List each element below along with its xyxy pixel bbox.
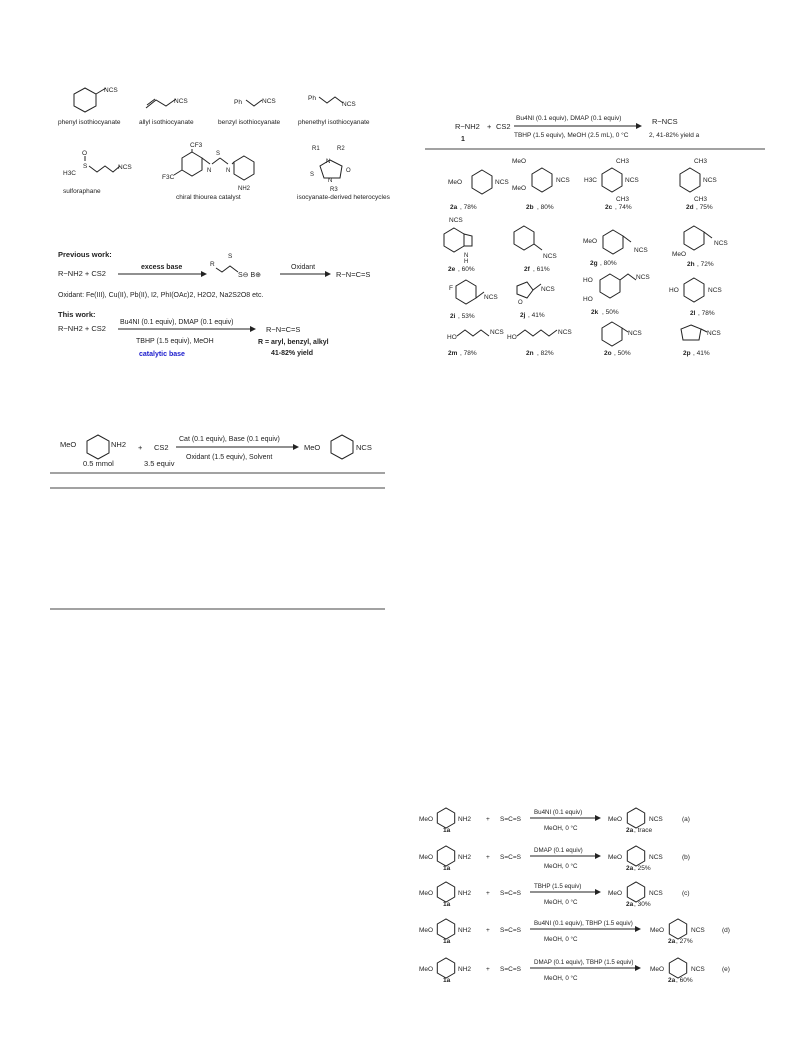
- experiment-tag: (d): [722, 927, 730, 934]
- product-ring: [627, 882, 644, 902]
- plus-sign: +: [486, 816, 490, 823]
- compound-1-label: 1: [461, 136, 465, 143]
- compound-2m: [447, 329, 504, 357]
- product-ring: [627, 846, 644, 866]
- h-label: H: [464, 259, 469, 265]
- label-benzyl-isothiocyanate: benzyl isothiocyanate: [218, 119, 281, 126]
- compound-yield: , 41%: [693, 350, 710, 357]
- this-cond-top: Bu4NI (0.1 equiv), DMAP (0.1 equiv): [120, 319, 234, 326]
- experiment-tag: (b): [682, 854, 690, 861]
- plus-sign: +: [486, 966, 490, 973]
- compound-id: 2h: [687, 261, 695, 268]
- this-scope: R = aryl, benzyl, alkyl: [258, 339, 329, 346]
- plus-sign: +: [138, 443, 143, 452]
- compound-2h: [672, 226, 728, 268]
- meo-label: MeO: [583, 238, 598, 245]
- s-label: S: [310, 172, 315, 178]
- meo-label: MeO: [608, 854, 623, 861]
- ncs-label: NCS: [262, 98, 276, 105]
- ncs-label: NCS: [174, 98, 188, 105]
- cs2-label: CS2: [154, 443, 169, 452]
- nh2-label: NH2: [458, 966, 472, 973]
- condition-top: Bu4NI (0.1 equiv): [534, 809, 583, 816]
- condition-bottom: MeOH, 0 °C: [544, 975, 578, 982]
- ch3-label: CH3: [694, 158, 708, 165]
- compound-id: 2e: [448, 266, 456, 273]
- dithiocarbamate-r: R: [210, 261, 215, 268]
- compound-id: 2m: [448, 350, 458, 357]
- ho-label: HO: [447, 334, 457, 341]
- n-label: N: [328, 178, 333, 184]
- meo-label: MeO: [512, 185, 527, 192]
- compound-yield: , 50%: [602, 309, 619, 316]
- condition-bottom: MeOH, 0 °C: [544, 899, 578, 906]
- label-allyl-isothiocyanate: allyl isothiocyanate: [139, 119, 194, 126]
- s-label: S: [216, 151, 221, 157]
- meo-label: MeO: [60, 440, 77, 449]
- natural-isothiocyanates-panel: [58, 87, 391, 201]
- compound-2o: [602, 322, 642, 357]
- condition-top: DMAP (0.1 equiv): [534, 847, 583, 854]
- ho-label: HO: [583, 296, 593, 303]
- ncs-label: NCS: [556, 177, 570, 184]
- allyl-isothiocyanate-structure: [139, 98, 194, 126]
- compound-2b: [512, 158, 570, 211]
- scope-product-yield: 2, 41-82% yield a: [649, 132, 700, 139]
- optimization-scheme: [50, 435, 385, 609]
- meo-label: MeO: [419, 966, 434, 973]
- f-label: F: [449, 285, 453, 292]
- ncs-label: NCS: [636, 274, 650, 281]
- ncs-label: NCS: [342, 101, 356, 108]
- aniline-ring: [437, 919, 454, 939]
- nh2-label: NH2: [238, 186, 251, 192]
- plus-sign: +: [487, 122, 492, 131]
- label-heterocycles: isocyanate-derived heterocycles: [297, 194, 390, 201]
- compound-yield: , 80%: [537, 204, 554, 211]
- product-yield: , 60%: [676, 977, 693, 984]
- this-work-title: This work:: [58, 310, 96, 319]
- nh2-label: NH2: [111, 440, 127, 449]
- product-id: 2a: [626, 901, 634, 908]
- h3c-label: H3C: [63, 170, 77, 177]
- meo-label: MeO: [672, 251, 687, 258]
- ch3-label: CH3: [694, 196, 708, 203]
- product-yield: , 30%: [634, 901, 651, 908]
- compound-yield: , 41%: [528, 312, 545, 319]
- chiral-thiourea-structure: [162, 142, 254, 201]
- ncs-label: NCS: [541, 286, 555, 293]
- meo-label: MeO: [419, 854, 434, 861]
- cs2-label: S=C=S: [500, 854, 521, 861]
- label-chiral-thiourea: chiral thiourea catalyst: [176, 194, 241, 201]
- scope-reagent: R−NH2: [455, 122, 480, 131]
- o-label: O: [82, 150, 88, 157]
- phenethyl-isothiocyanate-structure: [298, 95, 370, 126]
- substrate-scope-scheme: [425, 115, 765, 149]
- product-ring: [627, 808, 644, 828]
- benzyl-isothiocyanate-structure: [218, 98, 281, 126]
- n-label: N: [326, 159, 331, 165]
- ncs-label: NCS: [691, 927, 705, 934]
- cf3-label: CF3: [190, 142, 203, 149]
- experiment-tag: (e): [722, 966, 730, 973]
- meo-label: MeO: [419, 927, 434, 934]
- prev-condition: excess base: [141, 264, 183, 271]
- compound-yield: , 50%: [614, 350, 631, 357]
- compound-id: 2f: [524, 266, 530, 273]
- amount-cs2: 3.5 equiv: [144, 459, 175, 468]
- sulforaphane-structure: [63, 150, 132, 195]
- catalytic-base-label: catalytic base: [139, 351, 185, 358]
- o-label: O: [346, 168, 351, 174]
- meo-label: MeO: [650, 966, 665, 973]
- ncs-label: NCS: [703, 177, 717, 184]
- ph-label: Ph: [308, 95, 316, 102]
- compound-yield: , 74%: [615, 204, 632, 211]
- opt-cond-top: Cat (0.1 equiv), Base (0.1 equiv): [179, 436, 280, 443]
- ch3-label: CH3: [616, 158, 630, 165]
- compound-yield: , 61%: [533, 266, 550, 273]
- compound-yield: , 78%: [698, 310, 715, 317]
- opt-cond-bottom: Oxidant (1.5 equiv), Solvent: [186, 454, 273, 461]
- this-reagents: R−NH2 + CS2: [58, 324, 106, 333]
- compound-yield: , 75%: [696, 204, 713, 211]
- r3-label: R3: [330, 187, 338, 193]
- compound-2i: [449, 280, 498, 320]
- ncs-label: NCS: [691, 966, 705, 973]
- condition-bottom: MeOH, 0 °C: [544, 825, 578, 832]
- s-label: S: [83, 163, 88, 170]
- compound-id: 2a: [450, 204, 458, 211]
- scope-product: R−NCS: [652, 117, 678, 126]
- experiment-tag: (a): [682, 816, 690, 823]
- compound-yield: , 53%: [458, 313, 475, 320]
- aniline-ring: [437, 846, 454, 866]
- compound-2g: [583, 230, 648, 267]
- ncs-label: NCS: [649, 816, 663, 823]
- aniline-ring: [437, 958, 454, 978]
- ncs-label: NCS: [495, 179, 509, 186]
- ho-label: HO: [669, 287, 679, 294]
- ncs-label: NCS: [449, 217, 463, 224]
- substrate-1a-label: 1a: [443, 977, 451, 984]
- compound-yield: , 78%: [460, 350, 477, 357]
- previous-work-scheme: [58, 250, 370, 299]
- ncs-label: NCS: [714, 240, 728, 247]
- nh2-label: NH2: [458, 890, 472, 897]
- compound-id: 2l: [690, 310, 696, 317]
- label-phenyl-isothiocyanate: phenyl isothiocyanate: [58, 119, 121, 126]
- ho-label: HO: [507, 334, 517, 341]
- compound-2k: [583, 274, 650, 316]
- ncs-label: NCS: [356, 443, 372, 452]
- compound-2f: [514, 226, 557, 273]
- r1-label: R1: [312, 146, 320, 152]
- compound-2d: [680, 158, 717, 211]
- meo-label: MeO: [448, 179, 463, 186]
- compound-id: 2n: [526, 350, 534, 357]
- compound-id: 2i: [450, 313, 456, 320]
- f3c-label: F3C: [162, 174, 175, 181]
- compound-yield: , 82%: [537, 350, 554, 357]
- meo-label: MeO: [304, 443, 321, 452]
- this-yield: 41-82% yield: [271, 350, 314, 357]
- cs2-label: S=C=S: [500, 927, 521, 934]
- product-yield: , 27%: [676, 938, 693, 945]
- ncs-label: NCS: [490, 329, 504, 336]
- dithiocarbamate-anion: S⊖ B⊕: [238, 272, 262, 279]
- ph-label: Ph: [234, 99, 242, 106]
- ncs-label: NCS: [484, 294, 498, 301]
- compound-id: 2b: [526, 204, 534, 211]
- product-id: 2a: [668, 977, 676, 984]
- condition-top: DMAP (0.1 equiv), TBHP (1.5 equiv): [534, 959, 634, 966]
- label-sulforaphane: sulforaphane: [63, 188, 101, 195]
- product-id: 2a: [668, 938, 676, 945]
- prev-oxidant-label: Oxidant: [291, 264, 316, 271]
- ncs-label: NCS: [649, 890, 663, 897]
- condition-top: Bu4NI (0.1 equiv), TBHP (1.5 equiv): [534, 920, 633, 927]
- condition-bottom: MeOH, 0 °C: [544, 863, 578, 870]
- ncs-label: NCS: [558, 329, 572, 336]
- label-phenethyl-isothiocyanate: phenethyl isothiocyanate: [298, 119, 370, 126]
- compound-id: 2d: [686, 204, 694, 211]
- s-label: S: [228, 253, 233, 260]
- condition-top: TBHP (1.5 equiv): [534, 883, 582, 890]
- meo-label: MeO: [419, 816, 434, 823]
- this-cond-bottom: TBHP (1.5 equiv), MeOH: [136, 338, 214, 345]
- scope-compound-grid: [444, 158, 728, 357]
- n-label: N: [226, 168, 231, 174]
- compound-yield: , 60%: [458, 266, 475, 273]
- ncs-label: NCS: [543, 253, 557, 260]
- substrate-1a-label: 1a: [443, 827, 451, 834]
- experiment-tag: (c): [682, 890, 690, 897]
- compound-2l: [669, 278, 722, 317]
- plus-sign: +: [486, 854, 490, 861]
- ncs-label: NCS: [649, 854, 663, 861]
- ncs-label: NCS: [118, 164, 132, 171]
- compound-id: 2p: [683, 350, 691, 357]
- product-ring: [669, 958, 686, 978]
- control-experiments: [419, 808, 730, 984]
- scope-cond-bottom: TBHP (1.5 equiv), MeOH (2.5 mL), 0 °C: [514, 132, 629, 139]
- product-yield: , 25%: [634, 865, 651, 872]
- compound-2c: [584, 158, 639, 211]
- h3c-label: H3C: [584, 177, 598, 184]
- prev-product: R−N=C=S: [336, 270, 371, 279]
- meo-label: MeO: [608, 816, 623, 823]
- compound-id: 2o: [604, 350, 612, 357]
- plus-sign: +: [486, 890, 490, 897]
- cs2-label: CS2: [496, 122, 511, 131]
- this-product: R−N=C=S: [266, 325, 301, 334]
- ho-label: HO: [583, 277, 593, 284]
- condition-bottom: MeOH, 0 °C: [544, 936, 578, 943]
- plus-sign: +: [486, 927, 490, 934]
- scope-cond-top: Bu4NI (0.1 equiv), DMAP (0.1 equiv): [516, 115, 622, 122]
- cs2-label: S=C=S: [500, 816, 521, 823]
- amount-amine: 0.5 mmol: [83, 459, 114, 468]
- compound-yield: , 78%: [460, 204, 477, 211]
- product-ring: [669, 919, 686, 939]
- compound-2p: [681, 325, 721, 357]
- ncs-label: NCS: [707, 330, 721, 337]
- meo-label: MeO: [650, 927, 665, 934]
- n-label: N: [207, 168, 212, 174]
- ch3-label: CH3: [616, 196, 630, 203]
- compound-2a: [448, 170, 509, 211]
- compound-id: 2g: [590, 260, 598, 267]
- aniline-ring: [437, 808, 454, 828]
- meo-label: MeO: [608, 890, 623, 897]
- o-label: O: [518, 300, 523, 306]
- meo-label: MeO: [512, 158, 527, 165]
- cs2-label: S=C=S: [500, 966, 521, 973]
- prev-oxidant-list: Oxidant: Fe(III), Cu(II), Pb(II), I2, PhI(OAc)2, H2O2, Na2S2O8 etc.: [58, 292, 264, 299]
- compound-2j: [517, 282, 555, 319]
- substrate-1a-label: 1a: [443, 901, 451, 908]
- nh2-label: NH2: [458, 854, 472, 861]
- compound-id: 2c: [605, 204, 613, 211]
- substrate-1a-label: 1a: [443, 938, 451, 945]
- ncs-label: NCS: [104, 87, 118, 94]
- n-label: N: [464, 253, 469, 259]
- meo-label: MeO: [419, 890, 434, 897]
- ncs-label: NCS: [708, 287, 722, 294]
- compound-2e: [444, 217, 475, 273]
- compound-2n: [507, 329, 572, 357]
- phenyl-isothiocyanate-structure: [58, 87, 121, 126]
- this-work-scheme: [58, 310, 329, 358]
- ncs-label: NCS: [628, 330, 642, 337]
- substrate-1a-label: 1a: [443, 865, 451, 872]
- nh2-label: NH2: [458, 927, 472, 934]
- compound-yield: , 72%: [697, 261, 714, 268]
- prev-reagents: R−NH2 + CS2: [58, 269, 106, 278]
- heterocycle-structure: [297, 146, 391, 201]
- ncs-label: NCS: [625, 177, 639, 184]
- product-id: 2a: [626, 827, 634, 834]
- compound-id: 2j: [520, 312, 526, 319]
- r2-label: R2: [337, 146, 345, 152]
- cs2-label: S=C=S: [500, 890, 521, 897]
- product-yield: , trace: [634, 827, 653, 834]
- previous-work-title: Previous work:: [58, 250, 112, 259]
- nh2-label: NH2: [458, 816, 472, 823]
- aniline-ring: [437, 882, 454, 902]
- ncs-label: NCS: [634, 247, 648, 254]
- compound-yield: , 80%: [600, 260, 617, 267]
- compound-id: 2k: [591, 309, 599, 316]
- product-id: 2a: [626, 865, 634, 872]
